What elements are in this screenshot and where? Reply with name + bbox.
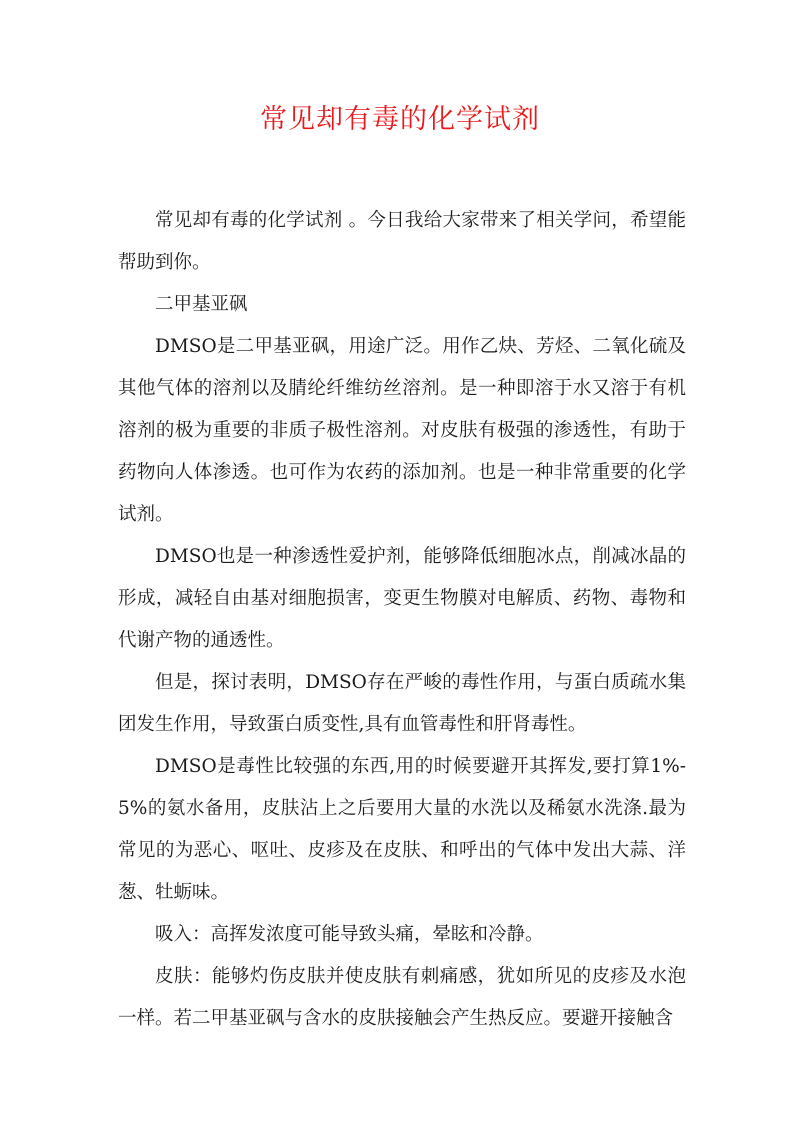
paragraph-intro: 常见却有毒的化学试剂 。今日我给大家带来了相关学问，希望能帮助到你。 (118, 210, 686, 273)
document-body (118, 200, 686, 1040)
paragraph-skin: 皮肤：能够灼伤皮肤并使皮肤有刺痛感，犹如所见的皮疹及水泡一样。若二甲基亚砜与含水的皮肤接触会产生热反应。要避开接触含 (118, 966, 686, 1029)
paragraph-inhalation: 吸入：高挥发浓度可能导致头痛，晕眩和冷静。 (155, 924, 544, 945)
paragraph-dmso-handling: DMSO是毒性比较强的东西,用的时候要避开其挥发,要打算1%-5%的氨水备用，皮肤沾上之后要用大量的水洗以及稀氨水洗涤.最为常见的为恶心、呕吐、皮疹及在皮肤、和呼出的气体中发出大蒜、洋葱、牡蛎味。 (118, 756, 686, 903)
paragraph-dmso-uses: DMSO是二甲基亚砜，用途广泛。用作乙炔、芳烃、二氧化硫及其他气体的溶剂以及腈纶纤维纺丝溶剂。是一种即溶于水又溶于有机溶剂的极为重要的非质子极性溶剂。对皮肤有极强的渗透性，有助于药物向人体渗透。也可作为农药的添加剂。也是一种非常重要的化学试剂。 (118, 336, 686, 525)
paragraph-dmso-protectant: DMSO也是一种渗透性爱护剂，能够降低细胞冰点，削减冰晶的形成，减轻自由基对细胞损害，变更生物膜对电解质、药物、毒物和代谢产物的通透性。 (118, 546, 686, 651)
section-heading-dmso: 二甲基亚砜 (155, 294, 248, 315)
paragraph-dmso-toxicity: 但是，探讨表明，DMSO存在严峻的毒性作用，与蛋白质疏水集团发生作用，导致蛋白质变性,具有血管毒性和肝肾毒性。 (118, 672, 686, 735)
document-title: 常见却有毒的化学试剂 (260, 104, 540, 135)
